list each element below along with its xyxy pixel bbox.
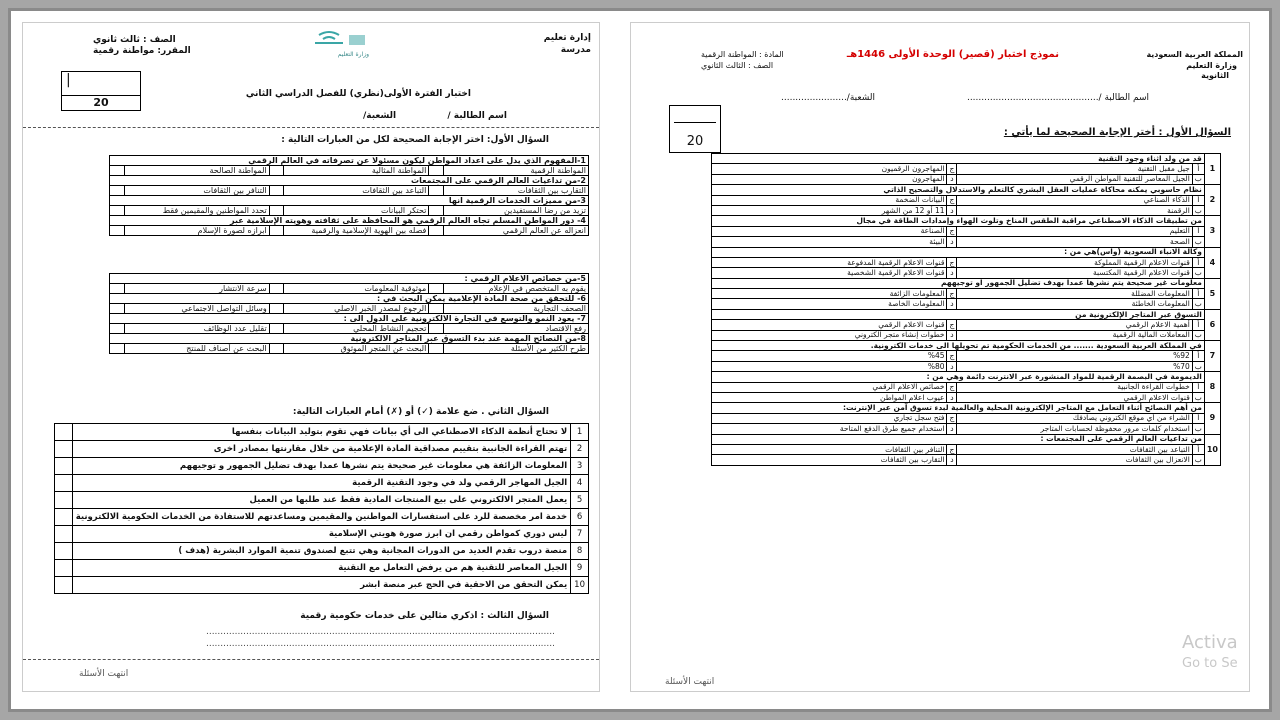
score-blank: | (62, 72, 140, 96)
options-row (712, 226, 1221, 236)
question-row (110, 334, 589, 344)
option-box[interactable] (110, 226, 125, 236)
student-name-right[interactable]: اسم الطالبة /.............................................. (966, 93, 1149, 103)
option-letter: د (947, 205, 957, 215)
option-letter: ب (1192, 392, 1204, 402)
footer-divider (23, 659, 599, 660)
options-row (712, 413, 1221, 423)
option-text[interactable]: استخدام جميع طرق الدفع المتاحة (712, 424, 947, 434)
q1-title-right: السؤال الأول : أختر الإجابة الصحيحة لما يأتي : (1003, 127, 1231, 138)
option-letter: ج (947, 444, 957, 454)
tf-answer-box[interactable] (55, 526, 73, 543)
option-box[interactable] (110, 186, 125, 196)
option-box[interactable] (269, 284, 284, 294)
option-text[interactable]: خطوات إنشاء متجر الكتروني (712, 330, 947, 340)
option-box[interactable] (269, 226, 284, 236)
option-letter: ب (1192, 205, 1204, 215)
options-row (712, 289, 1221, 299)
option-cell[interactable]: البحث عن أصناف للمنتج (124, 344, 269, 354)
score-box-right (669, 105, 721, 153)
option-letter: أ (1192, 257, 1204, 267)
option-cell[interactable]: الرجوع لمصدر الخبر الاصلي (284, 304, 429, 314)
question-number: 8 (1204, 372, 1220, 403)
question-row (712, 309, 1221, 319)
question-stem: قد من ولد اثناء وجود التقنية (712, 154, 1205, 164)
answer-line-1[interactable]: .......................................................................................................................... (205, 627, 555, 637)
mcq-table-right (711, 153, 1221, 466)
option-text[interactable]: المعاملات المالية الرقمية (957, 330, 1192, 340)
question-stem: 1-المفهوم الذي يدل على اعداد المواطن ليكون مسئولا عن تصرفاته في العالم الرقمي (110, 156, 589, 166)
question-stem: 7- يعود النمو والتوسع في التجارة الالكترونية على الدول الى : (110, 314, 589, 324)
tf-statement: يعمل المتجر الالكتروني على بيع المنتجات المادية فقط عند طلبها من العميل (72, 492, 570, 509)
option-box[interactable] (269, 324, 284, 334)
tf-row (55, 560, 589, 577)
exam-title-year: 1446هـ (846, 49, 886, 60)
options-row (712, 330, 1221, 340)
option-cell[interactable]: تزيد من رضا المستفيدين (443, 206, 588, 216)
option-text[interactable]: التباعد بين الثقافات (957, 444, 1192, 454)
tf-answer-box[interactable] (55, 560, 73, 577)
option-letter: ب (1192, 299, 1204, 309)
option-letter: ج (947, 351, 957, 361)
option-text[interactable]: قنوات الاعلام الرقمي (957, 392, 1192, 402)
answer-line-2[interactable]: .......................................................................................................................... (205, 639, 555, 649)
school-label-right: الثانوية (1201, 71, 1229, 80)
section-right[interactable]: الشعبة/....................... (781, 93, 875, 103)
option-cell[interactable]: الصحف التجارية (443, 304, 588, 314)
question-row (712, 403, 1221, 413)
option-text[interactable]: الرقمنة (957, 205, 1192, 215)
option-box[interactable] (429, 344, 444, 354)
question-stem: 8-من النصائح المهمة عند بدء التسوق عبر المتاجر الالكترونية (110, 334, 589, 344)
admin-label: إدارة تعليم (543, 33, 591, 43)
tf-number: 10 (571, 577, 589, 594)
option-cell[interactable]: تحجيم النشاط المحلي (284, 324, 429, 334)
question-row (712, 278, 1221, 288)
score-box (61, 71, 141, 111)
option-letter: د (947, 330, 957, 340)
option-box[interactable] (429, 206, 444, 216)
section-label: الشعبة/ (363, 111, 397, 121)
question-row (712, 185, 1221, 195)
tf-statement: منصة دروب تقدم العديد من الدورات المجانية وهي تتبع لصندوق تنمية الموارد البشرية (هدف ) (72, 543, 570, 560)
options-row (110, 226, 589, 236)
option-text[interactable]: المعلومات الزائفة (712, 289, 947, 299)
option-text[interactable]: 11 أو 12 من الشهر (712, 205, 947, 215)
tf-answer-box[interactable] (55, 424, 73, 441)
option-text[interactable]: %45 (712, 351, 947, 361)
option-box[interactable] (269, 304, 284, 314)
tf-answer-box[interactable] (55, 475, 73, 492)
option-letter: أ (1192, 382, 1204, 392)
question-number: 9 (1204, 403, 1220, 434)
option-cell[interactable]: تحتكر البيانات (284, 206, 429, 216)
tf-row (55, 509, 589, 526)
options-row (110, 166, 589, 176)
options-row (712, 392, 1221, 402)
question-stem: من أهم النصائح أثناء التعامل مع المتاجر الإلكترونية المحلية والعالمية لبدء تسوق آمن عبر الإنترنت: (712, 403, 1205, 413)
option-cell[interactable]: فصله بين الهوية الإسلامية والرقمية (284, 226, 429, 236)
tf-number: 5 (571, 492, 589, 509)
school-label: مدرسة (560, 45, 591, 55)
option-text[interactable]: استخدام كلمات مرور محفوظة لحسابات المتاجر (957, 424, 1192, 434)
tf-row (55, 475, 589, 492)
option-cell[interactable]: وسائل التواصل الاجتماعي (124, 304, 269, 314)
option-box[interactable] (110, 324, 125, 334)
option-letter: أ (1192, 164, 1204, 174)
question-row (110, 216, 589, 226)
question-stem: 5-من خصائص الاعلام الرقمي : (110, 274, 589, 284)
option-box[interactable] (429, 284, 444, 294)
q1-table-1 (109, 155, 589, 236)
option-letter: د (947, 174, 957, 184)
question-row (110, 314, 589, 324)
option-cell[interactable]: رفع الاقتصاد (443, 324, 588, 334)
options-row (712, 455, 1221, 465)
question-number: 7 (1204, 341, 1220, 372)
option-text[interactable]: المهاجرون (712, 174, 947, 184)
header-divider (23, 127, 599, 128)
option-letter: د (947, 299, 957, 309)
option-cell[interactable]: تقليل عدد الوظائف (124, 324, 269, 334)
options-row (712, 268, 1221, 278)
option-cell[interactable]: البحث عن المتجر الموثوق (284, 344, 429, 354)
grade-label: الصف : ثالث ثانوي (93, 35, 176, 45)
tf-row (55, 441, 589, 458)
option-cell[interactable]: يقوم به المتخصص في الإعلام (443, 284, 588, 294)
grade-label-right: الصف : الثالث الثانوي (701, 61, 774, 70)
question-row (110, 156, 589, 166)
option-cell[interactable]: طرح الكثير من الأسئلة (443, 344, 588, 354)
option-text[interactable]: فتح سجل تجاري (712, 413, 947, 423)
exam-title: اختبار الفترة الأولى(نظري) للفصل الدراسي الثاني (245, 89, 471, 99)
option-text[interactable]: البيئة (712, 237, 947, 247)
option-text[interactable]: جيل مقبل التقنية (957, 164, 1192, 174)
options-row (712, 361, 1221, 371)
option-text[interactable]: %70 (957, 361, 1192, 371)
question-stem: 4- دور المواطن المسلم تجاه العالم الرقمي هو المحافظة على ثقافته وهويته الإسلامية عبر (110, 216, 589, 226)
option-box[interactable] (429, 226, 444, 236)
options-row (110, 284, 589, 294)
tf-answer-box[interactable] (55, 509, 73, 526)
option-letter: ب (1192, 330, 1204, 340)
option-text[interactable]: قنوات الاعلام الرقمية المملوكة (957, 257, 1192, 267)
tf-row (55, 492, 589, 509)
question-row (712, 341, 1221, 351)
option-text[interactable]: عيوب اعلام المواطن (712, 392, 947, 402)
option-box[interactable] (269, 166, 284, 176)
tf-number: 3 (571, 458, 589, 475)
option-text[interactable]: التعليم (957, 226, 1192, 236)
question-stem: 2-من تداعيات العالم الرقمي على المجتمعات (110, 176, 589, 186)
option-text[interactable]: التنافر بين الثقافات (712, 444, 947, 454)
tf-number: 9 (571, 560, 589, 577)
option-box[interactable] (110, 206, 125, 216)
options-row (712, 299, 1221, 309)
exam-page-left (22, 22, 600, 692)
question-number: 6 (1204, 309, 1220, 340)
option-letter: ج (947, 226, 957, 236)
option-text[interactable]: البيانات الضخمة (712, 195, 947, 205)
option-text[interactable]: قنوات الاعلام الرقمية الشخصية (712, 268, 947, 278)
question-stem: 6- للتحقق من صحة المادة الإعلامية يمكن البحث في : (110, 294, 589, 304)
tf-answer-box[interactable] (55, 543, 73, 560)
option-letter: ب (1192, 174, 1204, 184)
option-text[interactable]: أهمية الاعلام الرقمي (957, 320, 1192, 330)
option-letter: ب (1192, 361, 1204, 371)
tf-statement: المعلومات الزائفة هي معلومات غير صحيحة يتم نشرها عمدا بهدف تضليل الجمهور و توجيههم (72, 458, 570, 475)
option-text[interactable]: المعلومات الخاصة (712, 299, 947, 309)
q1-title: السؤال الأول: اختر الإجابة الصحيحة لكل من العبارات التالية : (281, 135, 549, 145)
tf-number: 7 (571, 526, 589, 543)
options-row (712, 351, 1221, 361)
option-letter: د (947, 237, 957, 247)
tf-number: 6 (571, 509, 589, 526)
option-cell[interactable]: التقارب بين الثقافات (443, 186, 588, 196)
option-letter: د (947, 268, 957, 278)
question-number: 2 (1204, 185, 1220, 216)
question-row (712, 372, 1221, 382)
options-row (712, 164, 1221, 174)
option-box[interactable] (429, 324, 444, 334)
option-text[interactable]: الانعزال بين الثقافات (957, 455, 1192, 465)
options-row (712, 382, 1221, 392)
question-row (712, 216, 1221, 226)
tf-answer-box[interactable] (55, 492, 73, 509)
option-letter: ج (947, 320, 957, 330)
tf-answer-box[interactable] (55, 441, 73, 458)
q2-table (54, 423, 589, 594)
score-total-right: 20 (686, 134, 704, 149)
option-text[interactable]: %92 (957, 351, 1192, 361)
tf-row (55, 458, 589, 475)
option-text[interactable]: قنوات الاعلام الرقمي (712, 320, 947, 330)
option-box[interactable] (110, 284, 125, 294)
tf-answer-box[interactable] (55, 458, 73, 475)
options-row (712, 195, 1221, 205)
option-box[interactable] (269, 344, 284, 354)
activation-watermark-line1: Activa (1182, 632, 1238, 653)
option-letter: ب (1192, 424, 1204, 434)
option-letter: د (947, 455, 957, 465)
tf-answer-box[interactable] (55, 577, 73, 594)
option-box[interactable] (110, 344, 125, 354)
tf-statement: تهتم القراءة الجانبية بتقييم مصداقية المادة الإعلامية من خلال مقارنتها بمصادر اخرى (72, 441, 570, 458)
exam-page-right (630, 22, 1250, 692)
option-box[interactable] (110, 166, 125, 176)
options-row (110, 206, 589, 216)
option-cell[interactable]: التباعد بين الثقافات (284, 186, 429, 196)
option-cell[interactable]: موثوقية المعلومات (284, 284, 429, 294)
options-row (712, 174, 1221, 184)
student-name-label: اسم الطالبة / (447, 111, 507, 121)
option-text[interactable]: %80 (712, 361, 947, 371)
tf-statement: لا تحتاج أنظمة الذكاء الاصطناعي الى أي بيانات فهي تقوم بتوليد البيانات بنفسها (72, 424, 570, 441)
q1-table-2 (109, 273, 589, 354)
option-letter: د (947, 361, 957, 371)
score-line (674, 122, 716, 123)
option-cell[interactable]: ابرازه لصورة الإسلام (124, 226, 269, 236)
option-cell[interactable]: المواطنة الرقمية (443, 166, 588, 176)
tf-statement: خدمة امر مخصصة للرد على استفسارات المواطنين والمقيمين ومساعدتهم للاستفادة من الخدمات الحكومية الالكترونية (72, 509, 570, 526)
question-number: 5 (1204, 278, 1220, 309)
question-row (110, 196, 589, 206)
options-row (110, 186, 589, 196)
question-stem: في المملكة العربية السعودية ....... من الخدمات الحكومية تم تحويلها الى خدمات الكترونية. (712, 341, 1205, 351)
option-letter: أ (1192, 444, 1204, 454)
option-cell[interactable]: المواطنة الصالحة (124, 166, 269, 176)
option-cell[interactable]: سرعة الانتشار (124, 284, 269, 294)
tf-row (55, 526, 589, 543)
right-footer: انتهت الأسئلة (665, 677, 715, 687)
tf-statement: يمكن التحقق من الاحقية في الحج عبر منصة ابشر (72, 577, 570, 594)
tf-number: 8 (571, 543, 589, 560)
country-label: المملكة العربية السعودية (1146, 50, 1243, 59)
tf-statement: الجيل المعاصر للتقنية هم من يرفض التعامل مع التقنية (72, 560, 570, 577)
options-row (712, 205, 1221, 215)
option-letter: ج (947, 257, 957, 267)
option-letter: أ (1192, 413, 1204, 423)
option-letter: أ (1192, 226, 1204, 236)
options-row (712, 444, 1221, 454)
option-letter: أ (1192, 195, 1204, 205)
question-stem: الديمومة في البصمة الرقمية للمواد المنشورة عبر الانترنت دائمة وهي من : (712, 372, 1205, 382)
question-row (712, 247, 1221, 257)
question-stem: من تطبيقات الذكاء الاصطناعي مراقبة الطقس المناخ وتلوث الهواء وإمدادات الطاقة في مجال (712, 216, 1205, 226)
option-letter: أ (1192, 351, 1204, 361)
course-label: المقرر: مواطنة رقمية (93, 46, 191, 56)
question-row (110, 274, 589, 284)
score-total: 20 (93, 96, 109, 109)
question-stem: التسوق عبر المتاجر الإلكترونية من (712, 309, 1205, 319)
options-row (110, 304, 589, 314)
option-text[interactable]: التقارب بين الثقافات (712, 455, 947, 465)
question-number: 10 (1204, 434, 1220, 465)
option-text[interactable]: المعلومات الخاطئة (957, 299, 1192, 309)
option-letter: ج (947, 195, 957, 205)
tf-number: 1 (571, 424, 589, 441)
tf-row (55, 543, 589, 560)
options-row (110, 344, 589, 354)
option-box[interactable] (429, 166, 444, 176)
question-row (712, 154, 1221, 164)
option-text[interactable]: خصائص الاعلام الرقمي (712, 382, 947, 392)
option-letter: أ (1192, 289, 1204, 299)
option-cell[interactable]: المواطنة المثالية (284, 166, 429, 176)
question-stem: من تداعيات العالم الرقمي على المجتمعات : (712, 434, 1205, 444)
option-cell[interactable]: التنافر بين الثقافات (124, 186, 269, 196)
option-box[interactable] (110, 304, 125, 314)
tf-statement: الجيل المهاجر الرقمي ولد في وجود التقنية الرقمية (72, 475, 570, 492)
question-stem: وكالة الانباء السعودية (واس)هي من : (712, 247, 1205, 257)
option-text[interactable]: المهاجرون الرقميون (712, 164, 947, 174)
q2-title: السؤال الثاني . ضع علامة (✓) أو (✗) أمام العبارات التالية: (292, 407, 549, 417)
options-row (712, 320, 1221, 330)
option-text[interactable]: الشراء من أي موقع الكتروني يصادفك (957, 413, 1192, 423)
option-text[interactable]: قنوات الاعلام الرقمية المكتسبة (957, 268, 1192, 278)
left-page-header (23, 23, 599, 121)
option-cell[interactable]: تحدد المواطنين والمقيمين فقط (124, 206, 269, 216)
question-row (110, 176, 589, 186)
option-text[interactable]: الصحة (957, 237, 1192, 247)
ministry-logo (305, 29, 369, 59)
tf-statement: ليس دوري كمواطن رقمي ان ابرز صورة هويتي الإسلامية (72, 526, 570, 543)
tf-number: 4 (571, 475, 589, 492)
exam-title-prefix: نموذج اختبار (قصير) الوحدة الأولى (888, 49, 1059, 60)
question-stem: معلومات غير صحيحة يتم نشرها عمدا بهدف تضليل الجمهور او توجيههم (712, 278, 1205, 288)
question-row (712, 434, 1221, 444)
option-text[interactable]: المعلومات المضللة (957, 289, 1192, 299)
option-letter: ج (947, 164, 957, 174)
activation-watermark-line2: Go to Se (1182, 656, 1238, 671)
option-letter: أ (1192, 320, 1204, 330)
logo-text: وزارة التعليم (337, 51, 369, 58)
option-letter: د (947, 424, 957, 434)
subject-label: المادة : المواطنة الرقمية (701, 50, 784, 59)
options-row (712, 424, 1221, 434)
question-number: 1 (1204, 154, 1220, 185)
option-text[interactable]: قنوات الاعلام الرقمية المدفوعة (712, 257, 947, 267)
option-box[interactable] (269, 186, 284, 196)
option-text[interactable]: خطوات القراءة الجانبية (957, 382, 1192, 392)
question-number: 4 (1204, 247, 1220, 278)
question-stem: نظام حاسوبي يمكنه محاكاة عمليات العقل البشري كالتعلم والاستدلال والتصحيح الذاتي (712, 185, 1205, 195)
question-number: 3 (1204, 216, 1220, 247)
option-letter: ج (947, 289, 957, 299)
question-row (110, 294, 589, 304)
q3-title: السؤال الثالث : اذكري مثالين على خدمات حكومية رقمية (300, 611, 549, 621)
option-cell[interactable]: انعزاله عن العالم الرقمي (443, 226, 588, 236)
option-text[interactable]: الصناعة (712, 226, 947, 236)
option-text[interactable]: الذكاء الصناعي (957, 195, 1192, 205)
options-row (712, 237, 1221, 247)
option-letter: د (947, 392, 957, 402)
option-box[interactable] (269, 206, 284, 216)
options-row (110, 324, 589, 334)
option-box[interactable] (429, 186, 444, 196)
exam-title-right (847, 49, 1059, 60)
option-letter: ج (947, 382, 957, 392)
question-stem: 3-من مميزات الخدمات الرقمية انها (110, 196, 589, 206)
left-footer: انتهت الأسئلة (79, 669, 129, 679)
option-text[interactable]: الجيل المعاصر للتقنية المواطن الرقمي (957, 174, 1192, 184)
option-letter: ج (947, 413, 957, 423)
ministry-label: وزارة التعليم (1186, 61, 1237, 70)
tf-row (55, 424, 589, 441)
tf-row (55, 577, 589, 594)
options-row (712, 257, 1221, 267)
tf-number: 2 (571, 441, 589, 458)
option-letter: ب (1192, 237, 1204, 247)
option-letter: ب (1192, 455, 1204, 465)
option-box[interactable] (429, 304, 444, 314)
option-letter: ب (1192, 268, 1204, 278)
